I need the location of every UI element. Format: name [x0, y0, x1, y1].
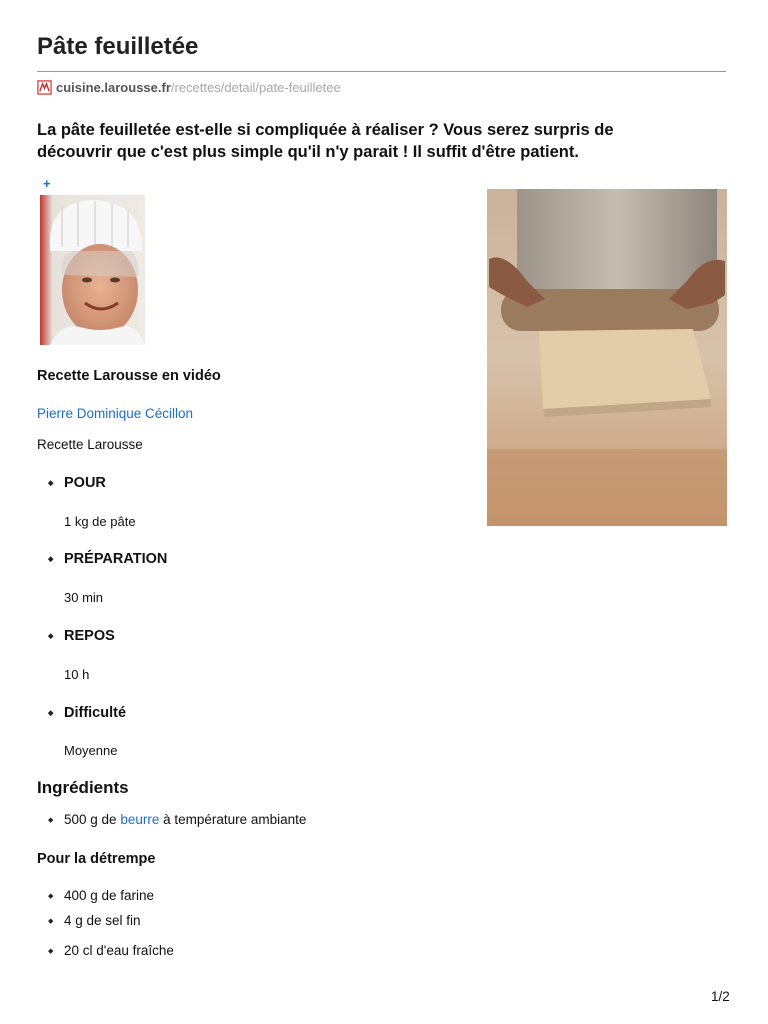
- bullet-icon: ◆: [48, 633, 54, 640]
- larousse-favicon-icon: [37, 80, 52, 95]
- detrempe-item: [48, 913, 141, 928]
- ingredient-text: à température ambiante: [159, 812, 307, 827]
- bullet-icon: ◆: [48, 892, 54, 900]
- author-link[interactable]: Pierre Dominique Cécillon: [37, 406, 194, 421]
- detrempe-text: 20 cl d'eau fraîche: [64, 943, 174, 958]
- detrempe-item: [48, 888, 154, 903]
- beurre-link[interactable]: beurre: [120, 812, 160, 827]
- ingredient-text: 500 g de: [64, 812, 121, 827]
- stat-pour: [48, 475, 106, 491]
- bullet-icon: ◆: [48, 816, 54, 824]
- stat-value: 10 h: [64, 667, 90, 682]
- plus-icon[interactable]: +: [43, 176, 51, 191]
- page-title: Pâte feuilletée: [37, 33, 199, 60]
- video-heading: Recette Larousse en vidéo: [37, 368, 221, 384]
- stat-preparation: [48, 551, 167, 567]
- bullet-icon: ◆: [48, 556, 54, 563]
- bullet-icon: ◆: [48, 917, 54, 925]
- bullet-icon: ◆: [48, 710, 54, 717]
- source-domain[interactable]: cuisine.larousse.fr: [56, 80, 171, 95]
- detrempe-item: [48, 943, 174, 958]
- recipe-source: Recette Larousse: [37, 437, 143, 452]
- source-path[interactable]: /recettes/detail/pate-feuilletee: [170, 80, 341, 95]
- page-number: 1/2: [711, 989, 730, 1004]
- stat-label: POUR: [64, 475, 106, 491]
- stat-difficulte: [48, 705, 126, 721]
- ingredient-item: [48, 812, 306, 827]
- source-url[interactable]: [37, 80, 341, 95]
- detrempe-text: 4 g de sel fin: [64, 913, 141, 928]
- stat-value: 30 min: [64, 590, 104, 605]
- title-divider: [37, 71, 726, 72]
- stat-value: Moyenne: [64, 743, 118, 758]
- bullet-icon: ◆: [48, 947, 54, 955]
- detrempe-text: 400 g de farine: [64, 888, 155, 903]
- lead-paragraph: La pâte feuilletée est-elle si compliquée à réaliser ? Vous serez surpris de découvrir que c'est plus simple qu'il n'y parait ! Il suffit d'être patient.: [37, 121, 614, 161]
- bullet-icon: ◆: [48, 480, 54, 487]
- stat-repos: [48, 628, 115, 644]
- ingredients-heading: Ingrédients: [37, 778, 129, 797]
- stat-value: 1 kg de pâte: [64, 514, 136, 529]
- stat-label: Difficulté: [64, 705, 127, 721]
- chef-portrait-image: [40, 195, 145, 345]
- stat-label: PRÉPARATION: [64, 551, 168, 567]
- dough-rolling-photo: [487, 189, 727, 526]
- stat-label: REPOS: [64, 628, 115, 644]
- detrempe-heading: Pour la détrempe: [37, 851, 156, 867]
